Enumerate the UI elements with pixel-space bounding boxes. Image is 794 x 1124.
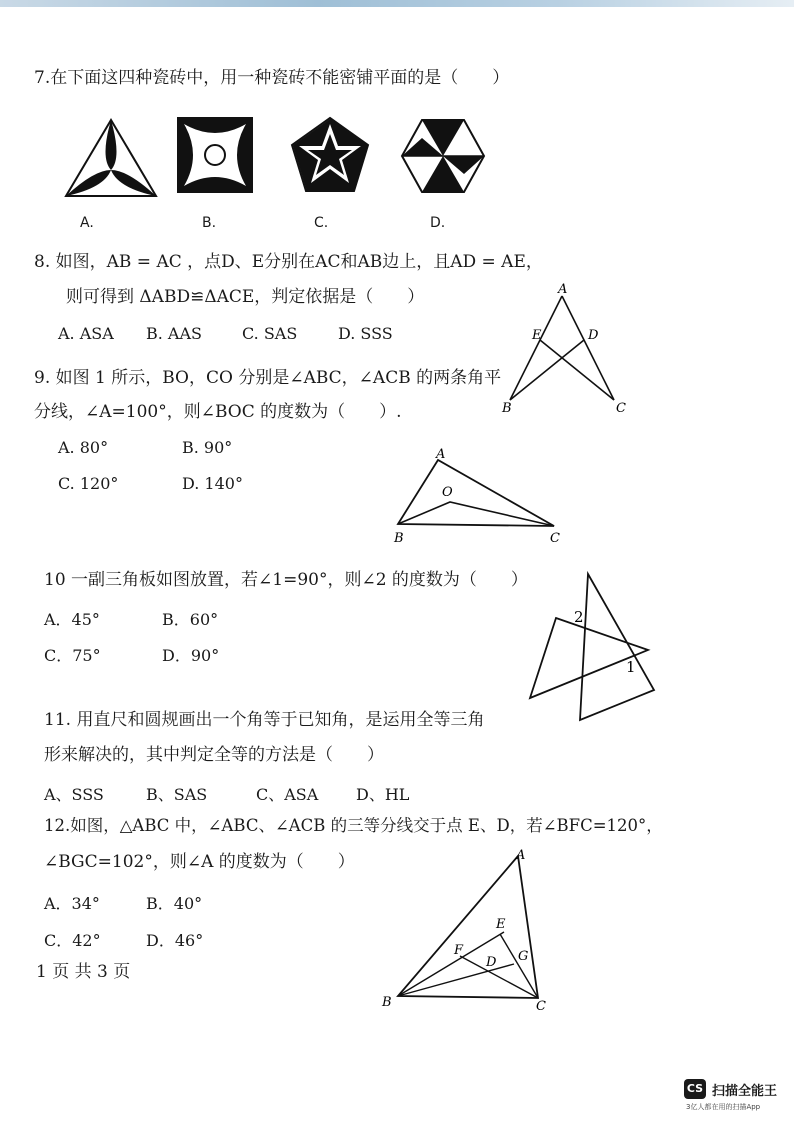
q10-option-c: C．75° xyxy=(44,646,101,665)
q9-fig-label-b: B xyxy=(394,531,404,546)
q11-stem-line2: 形来解决的，其中判定全等的方法是（ ） xyxy=(44,745,384,765)
q12-option-c: C．42° xyxy=(44,931,101,950)
q12-stem-line2: ∠BGC=102°，则∠A 的度数为（ ） xyxy=(44,852,355,872)
q11-option-d: D、HL xyxy=(356,785,410,804)
q8-stem-line1: 8. 如图，AB = AC ，点D、E分别在AC和AB边上，且AD = AE， xyxy=(34,252,543,272)
scanner-app-name: 扫描全能王 xyxy=(712,1084,778,1099)
q12-option-d: D．46° xyxy=(146,931,204,950)
q12-fig-label-f: F xyxy=(454,943,464,958)
q11-stem-line1: 11. 用直尺和圆规画出一个角等于已知角，是运用全等三角 xyxy=(44,710,485,730)
q8-figure xyxy=(498,282,632,416)
q8-option-d: D. SSS xyxy=(338,324,393,343)
scanner-app-tagline: 3亿人都在用的扫描App xyxy=(686,1103,761,1111)
q8-option-b: B. AAS xyxy=(146,324,202,343)
q11-option-c: C、ASA xyxy=(256,785,319,804)
q9-option-c: C. 120° xyxy=(58,474,119,493)
q12-fig-label-d: D xyxy=(486,955,497,970)
q9-fig-label-a: A xyxy=(436,447,446,462)
q7-tile-c-pentagon-star xyxy=(290,116,370,194)
q7-tile-d-hexagon xyxy=(400,118,486,194)
q9-option-d: D. 140° xyxy=(182,474,243,493)
page-number-footer: 1 页 共 3 页 xyxy=(36,962,131,982)
q8-stem-line2: 则可得到 ΔABD≌ΔACE，判定依据是（ ） xyxy=(66,287,425,307)
q9-option-a: A. 80° xyxy=(58,438,109,457)
q8-option-a: A. ASA xyxy=(58,324,114,343)
q8-fig-label-c: C xyxy=(616,401,626,416)
q10-fig-label-1: 1 xyxy=(626,658,636,676)
q7-option-b: B. xyxy=(202,215,217,231)
q7-tile-a-triangle xyxy=(64,118,158,198)
q9-fig-label-c: C xyxy=(550,531,560,546)
q12-option-b: B．40° xyxy=(146,894,203,913)
q8-fig-label-d: D xyxy=(588,328,599,343)
q12-fig-label-a: A xyxy=(516,848,526,863)
q12-fig-label-b: B xyxy=(382,995,392,1010)
q12-fig-label-c: C xyxy=(536,999,546,1014)
q8-fig-label-b: B xyxy=(502,401,512,416)
q12-fig-label-e: E xyxy=(496,917,506,932)
q7-option-a: A. xyxy=(80,215,94,231)
q9-stem-line1: 9. 如图 1 所示，BO，CO 分别是∠ABC，∠ACB 的两条角平 xyxy=(34,368,502,388)
q7-option-d: D. xyxy=(430,215,446,231)
q7-stem: 7.在下面这四种瓷砖中，用一种瓷砖不能密铺平面的是（ ） xyxy=(34,68,510,88)
q9-stem-line2: 分线，∠A=100°，则∠BOC 的度数为（ ）. xyxy=(34,402,402,422)
q10-option-d: D．90° xyxy=(162,646,220,665)
q7-option-c: C. xyxy=(314,215,329,231)
q11-option-b: B、SAS xyxy=(146,785,208,804)
q9-option-b: B. 90° xyxy=(182,438,233,457)
q10-option-a: A．45° xyxy=(44,610,100,629)
q12-option-a: A．34° xyxy=(44,894,100,913)
q10-figure xyxy=(526,570,656,726)
q10-stem: 10 一副三角板如图放置，若∠1=90°，则∠2 的度数为（ ） xyxy=(44,570,528,590)
top-edge-band xyxy=(0,0,794,7)
q11-option-a: A、SSS xyxy=(44,785,104,804)
q10-option-b: B．60° xyxy=(162,610,219,629)
scanner-logo-icon: CS xyxy=(684,1079,706,1099)
q7-tile-b-square xyxy=(176,116,254,194)
q12-figure xyxy=(376,846,552,1016)
q12-fig-label-g: G xyxy=(518,949,529,964)
q8-fig-label-e: E xyxy=(532,328,542,343)
q8-option-c: C. SAS xyxy=(242,324,298,343)
q8-fig-label-a: A xyxy=(558,282,568,297)
q9-fig-label-o: O xyxy=(442,485,453,500)
q9-figure xyxy=(390,446,566,546)
q10-fig-label-2: 2 xyxy=(574,608,584,626)
q12-stem-line1: 12.如图，△ABC 中，∠ABC、∠ACB 的三等分线交于点 E、D，若∠BFC=120°， xyxy=(44,816,663,835)
